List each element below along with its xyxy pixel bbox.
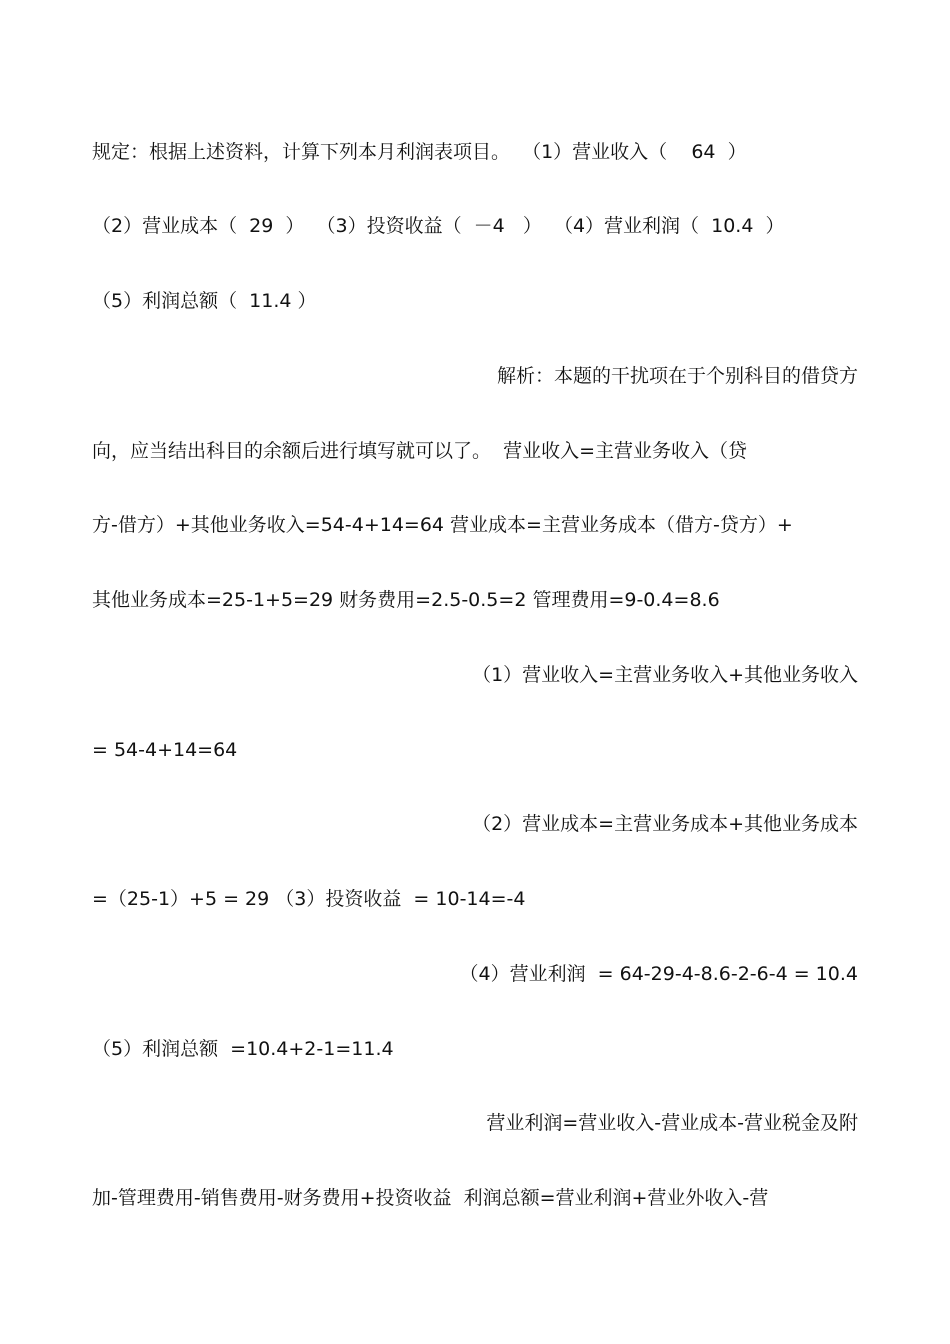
analysis-heading-line: 解析：本题的干扰项在于个别科目的借贷方 [496,365,858,387]
requirement-line-3: （5）利润总额（ 11.4 ） [92,290,317,312]
analysis-line-4: 其他业务成本=25-1+5=29 财务费用=2.5-0.5=2 管理费用=9-0.4=8.6 [92,589,720,611]
calc-revenue-formula: （1）营业收入=主营业务收入+其他业务收入 [472,664,858,686]
calc-revenue-result: = 54-4+14=64 [92,739,238,761]
formula-line-2: 加-管理费用-销售费用-财务费用+投资收益 利润总额=营业利润+营业外收入-营 [92,1187,769,1209]
calc-cost-formula: （2）营业成本=主营业务成本+其他业务成本 [472,813,858,835]
calc-cost-result: =（25-1）+5 = 29 （3）投资收益 = 10-14=-4 [92,888,526,910]
calc-operating-profit: （4）营业利润 = 64-29-4-8.6-2-6-4 = 10.4 [459,963,858,985]
requirement-line-2: （2）营业成本（ 29 ） （3）投资收益（ －4 ） （4）营业利润（ 10.4 ） [92,215,785,237]
calc-total-profit: （5）利润总额 =10.4+2-1=11.4 [92,1038,394,1060]
formula-line-1: 营业利润=营业收入-营业成本-营业税金及附 [486,1112,858,1134]
analysis-line-2: 向，应当结出科目的余额后进行填写就可以了。 营业收入=主营业务收入（贷 [92,440,748,462]
requirement-line-1: 规定：根据上述资料，计算下列本月利润表项目。 （1）营业收入（ 64 ） [92,141,747,163]
analysis-line-3: 方-借方）+其他业务收入=54-4+14=64 营业成本=主营业务成本（借方-贷方）+ [92,514,793,536]
